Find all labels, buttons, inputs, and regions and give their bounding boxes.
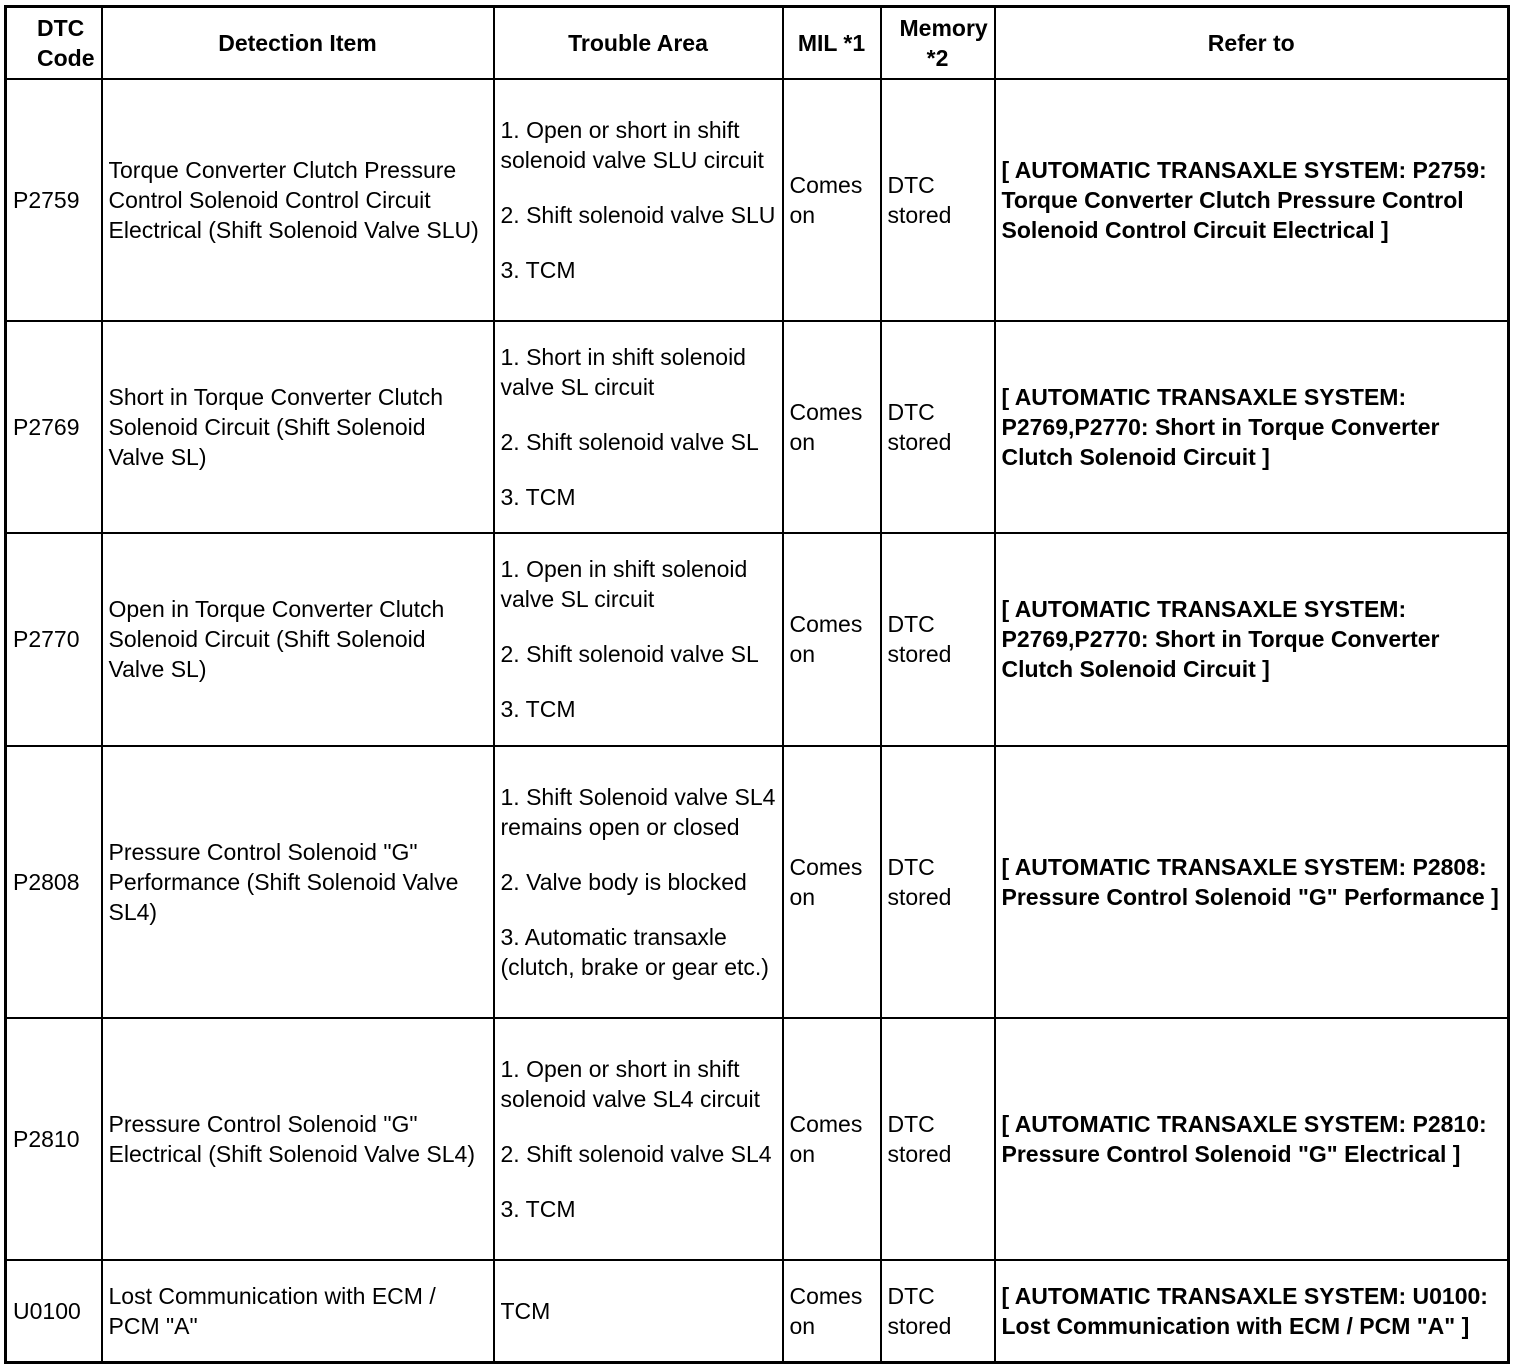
header-detection-item: Detection Item bbox=[102, 7, 494, 79]
table-body bbox=[6, 79, 1509, 1363]
trouble-area-gap bbox=[501, 1114, 776, 1139]
trouble-area-item: 3. TCM bbox=[500, 696, 576, 723]
mil-cell: Comes on bbox=[783, 79, 881, 321]
table-row bbox=[6, 79, 1509, 321]
table-row bbox=[6, 533, 1509, 745]
mil-cell: Comes on bbox=[783, 533, 881, 745]
refer-to-cell: [ AUTOMATIC TRANSAXLE SYSTEM: U0100: Lost Communication with ECM / PCM "A" ] bbox=[995, 1260, 1509, 1362]
table-row bbox=[6, 1260, 1509, 1362]
table-row bbox=[6, 321, 1509, 533]
trouble-area-gap bbox=[501, 842, 776, 867]
trouble-area-gap bbox=[501, 614, 776, 639]
detection-item-cell: Lost Communication with ECM / PCM "A" bbox=[102, 1260, 494, 1362]
header-refer-to: Refer to bbox=[995, 7, 1509, 79]
dtc-code-cell: P2808 bbox=[6, 746, 102, 1018]
header-dtc-code: DTC Code bbox=[6, 7, 102, 79]
trouble-area-cell bbox=[494, 1018, 783, 1260]
detection-item-cell: Open in Torque Converter Clutch Solenoid Circuit (Shift Solenoid Valve SL) bbox=[102, 533, 494, 745]
memory-cell: DTC stored bbox=[881, 533, 995, 745]
trouble-area-item: 1. Open or short in shift solenoid valve SLU circuit bbox=[500, 116, 764, 173]
refer-to-cell: [ AUTOMATIC TRANSAXLE SYSTEM: P2808: Pressure Control Solenoid "G" Performance ] bbox=[995, 746, 1509, 1018]
mil-cell: Comes on bbox=[783, 746, 881, 1018]
trouble-area-item: TCM bbox=[500, 1298, 551, 1325]
memory-cell: DTC stored bbox=[881, 321, 995, 533]
detection-item-cell: Short in Torque Converter Clutch Solenoid Circuit (Shift Solenoid Valve SL) bbox=[102, 321, 494, 533]
trouble-area-gap bbox=[501, 457, 776, 482]
detection-item-cell: Torque Converter Clutch Pressure Control Solenoid Control Circuit Electrical (Shift Solenoid Valve SLU) bbox=[102, 79, 494, 321]
dtc-code-cell: U0100 bbox=[6, 1260, 102, 1362]
dtc-table bbox=[4, 5, 1510, 1364]
trouble-area-gap bbox=[501, 175, 776, 200]
header-row bbox=[6, 7, 1509, 79]
trouble-area-cell bbox=[494, 321, 783, 533]
header-mil: MIL *1 bbox=[783, 7, 881, 79]
trouble-area-item: 2. Shift solenoid valve SL bbox=[500, 429, 759, 456]
trouble-area-cell bbox=[494, 533, 783, 745]
refer-to-cell: [ AUTOMATIC TRANSAXLE SYSTEM: P2769,P2770: Short in Torque Converter Clutch Solenoid Circuit ] bbox=[995, 533, 1509, 745]
dtc-code-cell: P2810 bbox=[6, 1018, 102, 1260]
trouble-area-gap bbox=[501, 897, 776, 922]
trouble-area-item: 3. TCM bbox=[500, 256, 576, 283]
memory-cell: DTC stored bbox=[881, 79, 995, 321]
trouble-area-item: 3. TCM bbox=[500, 484, 576, 511]
trouble-area-gap bbox=[501, 1169, 776, 1194]
trouble-area-item: 2. Shift solenoid valve SLU bbox=[500, 201, 776, 228]
detection-item-cell: Pressure Control Solenoid "G" Electrical (Shift Solenoid Valve SL4) bbox=[102, 1018, 494, 1260]
trouble-area-cell bbox=[494, 1260, 783, 1362]
header-memory: Memory *2 bbox=[881, 7, 995, 79]
table-row bbox=[6, 1018, 1509, 1260]
detection-item-cell: Pressure Control Solenoid "G" Performance (Shift Solenoid Valve SL4) bbox=[102, 746, 494, 1018]
header-trouble-area: Trouble Area bbox=[494, 7, 783, 79]
mil-cell: Comes on bbox=[783, 1018, 881, 1260]
memory-cell: DTC stored bbox=[881, 1260, 995, 1362]
mil-cell: Comes on bbox=[783, 321, 881, 533]
trouble-area-item: 3. TCM bbox=[500, 1196, 576, 1223]
refer-to-cell: [ AUTOMATIC TRANSAXLE SYSTEM: P2759: Torque Converter Clutch Pressure Control Solenoid Control Circuit Electrical ] bbox=[995, 79, 1509, 321]
refer-to-cell: [ AUTOMATIC TRANSAXLE SYSTEM: P2769,P2770: Short in Torque Converter Clutch Solenoid Circuit ] bbox=[995, 321, 1509, 533]
trouble-area-item: 2. Valve body is blocked bbox=[500, 868, 747, 895]
trouble-area-gap bbox=[501, 402, 776, 427]
memory-cell: DTC stored bbox=[881, 1018, 995, 1260]
trouble-area-item: 2. Shift solenoid valve SL4 bbox=[500, 1141, 772, 1168]
trouble-area-gap bbox=[501, 669, 776, 694]
mil-cell: Comes on bbox=[783, 1260, 881, 1362]
refer-to-cell: [ AUTOMATIC TRANSAXLE SYSTEM: P2810: Pressure Control Solenoid "G" Electrical ] bbox=[995, 1018, 1509, 1260]
trouble-area-item: 3. Automatic transaxle (clutch, brake or gear etc.) bbox=[500, 923, 769, 980]
trouble-area-item: 1. Shift Solenoid valve SL4 remains open or closed bbox=[500, 783, 776, 840]
trouble-area-cell bbox=[494, 79, 783, 321]
trouble-area-item: 1. Open in shift solenoid valve SL circuit bbox=[500, 556, 748, 613]
trouble-area-item: 2. Shift solenoid valve SL bbox=[500, 641, 759, 668]
table-row bbox=[6, 746, 1509, 1018]
dtc-code-cell: P2770 bbox=[6, 533, 102, 745]
memory-cell: DTC stored bbox=[881, 746, 995, 1018]
trouble-area-item: 1. Open or short in shift solenoid valve SL4 circuit bbox=[500, 1056, 761, 1113]
dtc-code-cell: P2769 bbox=[6, 321, 102, 533]
dtc-code-cell: P2759 bbox=[6, 79, 102, 321]
trouble-area-item: 1. Short in shift solenoid valve SL circuit bbox=[500, 344, 746, 401]
trouble-area-cell bbox=[494, 746, 783, 1018]
trouble-area-gap bbox=[501, 230, 776, 255]
